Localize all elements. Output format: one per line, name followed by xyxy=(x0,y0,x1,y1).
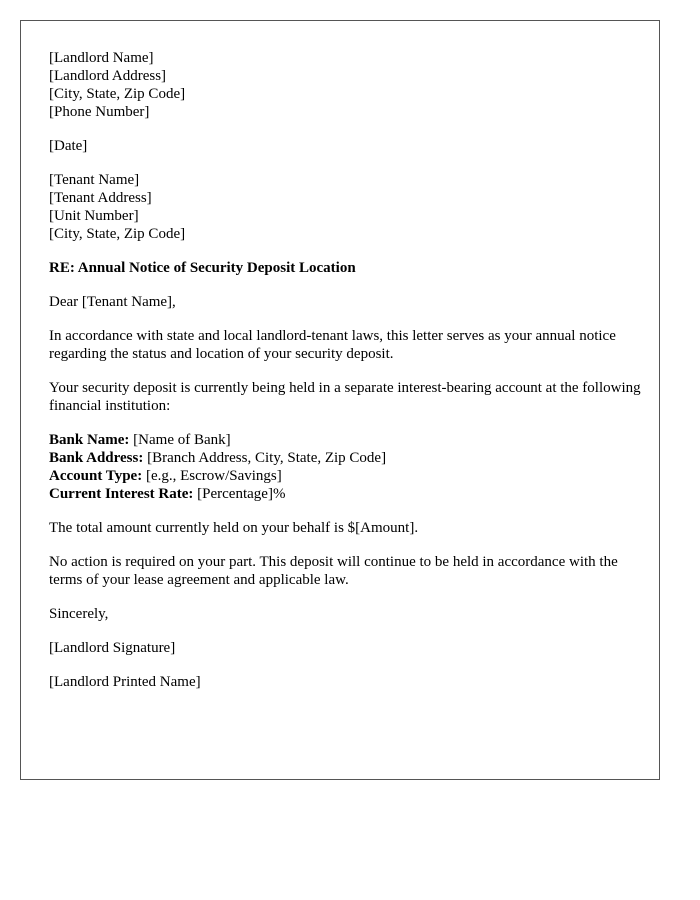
date-block xyxy=(49,137,641,155)
sender-block xyxy=(49,49,641,121)
intro-paragraph: In accordance with state and local landlord-tenant laws, this letter serves as your annual notice regarding the status and location of your security deposit. xyxy=(49,328,616,362)
bank-address-value: [Branch Address, City, State, Zip Code] xyxy=(147,450,387,466)
letter-page xyxy=(20,20,660,780)
letter-content xyxy=(49,49,641,707)
account-type-label: Account Type: xyxy=(49,468,143,484)
interest-rate-label: Current Interest Rate: xyxy=(49,486,194,502)
recipient-name: [Tenant Name] xyxy=(49,172,140,188)
sender-address: [Landlord Address] xyxy=(49,68,167,84)
interest-rate-row xyxy=(49,485,641,503)
signature: [Landlord Signature] xyxy=(49,640,176,656)
recipient-city-state-zip: [City, State, Zip Code] xyxy=(49,226,186,242)
salutation: Dear [Tenant Name], xyxy=(49,294,176,310)
bank-details xyxy=(49,431,641,503)
bank-name-label: Bank Name: xyxy=(49,432,130,448)
bank-name-value: [Name of Bank] xyxy=(133,432,231,448)
sender-phone: [Phone Number] xyxy=(49,104,150,120)
sender-name: [Landlord Name] xyxy=(49,50,154,66)
sender-city-state-zip: [City, State, Zip Code] xyxy=(49,86,186,102)
closing-note-paragraph: No action is required on your part. This deposit will continue to be held in accordance with the terms of your lease agreement and applicable law. xyxy=(49,554,618,588)
closing: Sincerely, xyxy=(49,606,109,622)
deposit-held-paragraph: Your security deposit is currently being held in a separate interest-bearing account at the following financial institution: xyxy=(49,380,641,414)
bank-address-label: Bank Address: xyxy=(49,450,144,466)
printed-name: [Landlord Printed Name] xyxy=(49,674,201,690)
bank-address-row xyxy=(49,449,641,467)
bank-name-row xyxy=(49,431,641,449)
recipient-address: [Tenant Address] xyxy=(49,190,152,206)
interest-rate-value: [Percentage]% xyxy=(197,486,286,502)
letter-date: [Date] xyxy=(49,138,88,154)
recipient-unit: [Unit Number] xyxy=(49,208,139,224)
amount-paragraph: The total amount currently held on your behalf is $[Amount]. xyxy=(49,520,419,536)
account-type-value: [e.g., Escrow/Savings] xyxy=(145,468,282,484)
subject-line: RE: Annual Notice of Security Deposit Location xyxy=(49,260,356,276)
account-type-row xyxy=(49,467,641,485)
recipient-block xyxy=(49,171,641,243)
